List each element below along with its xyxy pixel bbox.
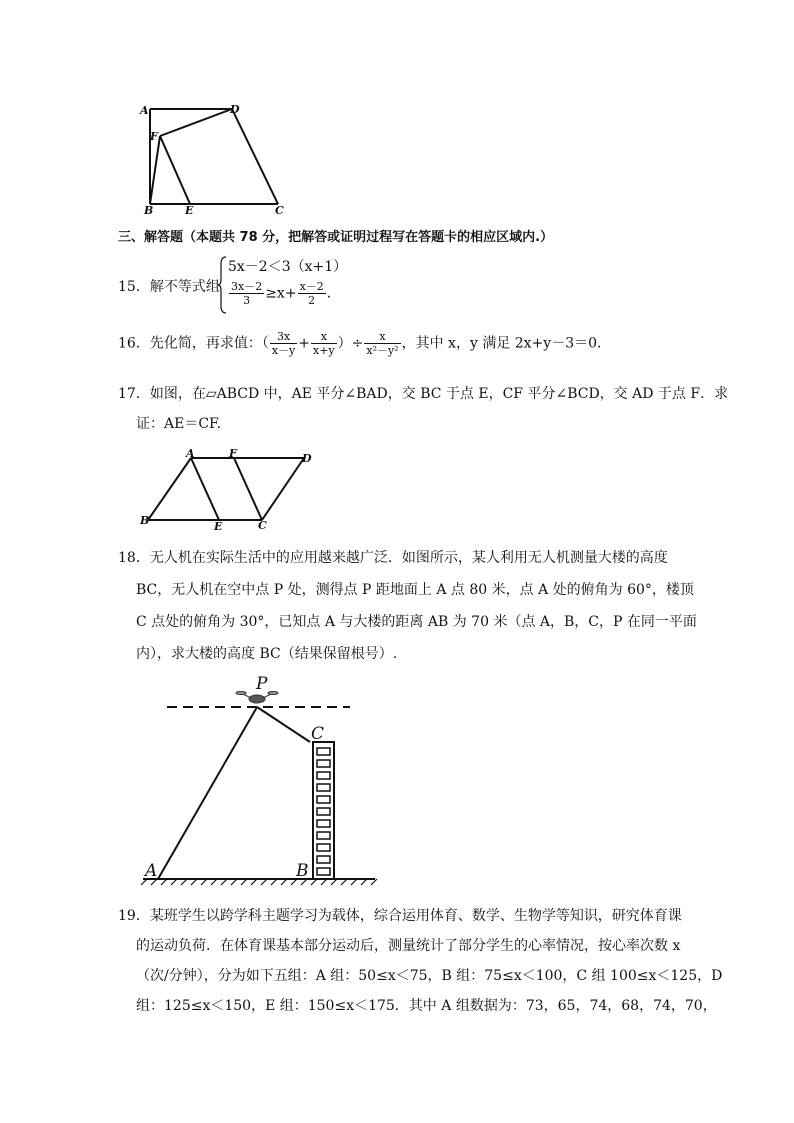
- figure-q17: [138, 448, 323, 533]
- q19-line-4: 组：125≤x＜150，E 组：150≤x＜175．其中 A 组数据为：73，65，74，68，74，70，: [136, 998, 717, 1014]
- label-B: B: [296, 861, 309, 881]
- label-P: P: [256, 674, 268, 694]
- building-windows: [317, 748, 330, 875]
- q15-end: ．: [326, 285, 341, 302]
- figure-q14: [138, 100, 298, 215]
- q15-label: 15．解不等式组: [118, 279, 220, 295]
- q18-line-4: 内），求大楼的高度 BC（结果保留根号）.: [136, 646, 398, 662]
- q15-inequality-2: [228, 280, 341, 307]
- label-D: D: [230, 103, 240, 116]
- q16-lead: 16．先化简，再求值：（: [118, 335, 269, 352]
- q17-line-1: 17．如图，在▱ABCD 中，AE 平分∠BAD，交 BC 于点 E，CF 平分∠BCD，交 AD 于点 F．求: [118, 386, 729, 402]
- q19-line-1: 19．某班学生以跨学科主题学习为载体，综合运用体育、数学、生物学等知识，研究体育课: [118, 908, 682, 924]
- label-E: E: [185, 204, 194, 215]
- label-C: C: [258, 519, 267, 532]
- q16-f2-den: x+y: [312, 344, 335, 357]
- q15-frac-num: 3x－2: [231, 280, 263, 293]
- q16-f1-num: 3x: [270, 330, 297, 344]
- q16-f1-den: x－y: [271, 344, 296, 357]
- q16-div: ）÷: [337, 335, 364, 352]
- q19-line-3: （次/分钟），分为如下五组：A 组：50≤x＜75，B 组：75≤x＜100，C 组 100≤x＜125，D: [136, 968, 723, 984]
- label-F: F: [229, 448, 237, 460]
- label-A: A: [140, 104, 149, 117]
- q18-line-2: BC，无人机在空中点 P 处，测得点 P 距地面上 A 点 80 米，点 A 处的俯角为 60°，楼顶: [136, 582, 694, 598]
- q16-f2-num: x: [311, 330, 337, 344]
- q18-line-3: C 点处的俯角为 30°，已知点 A 与大楼的距离 AB 为 70 米（点 A，B，C，P 在同一平面: [136, 614, 697, 630]
- q16-f3-den: x²－y²: [366, 344, 399, 357]
- label-C: C: [311, 724, 325, 744]
- label-B: B: [144, 204, 154, 215]
- q19-line-2: 的运动负荷．在体育课基本部分运动后，测量统计了部分学生的心率情况，按心率次数 x: [136, 938, 681, 954]
- q15-mid: ≥x+: [265, 285, 297, 302]
- q16-plus: +: [298, 335, 310, 352]
- q17-line-2: 证：AE＝CF.: [136, 416, 222, 432]
- label-B: B: [140, 514, 150, 527]
- q15-inequality-1: 5x－2＜3（x+1）: [228, 259, 348, 275]
- label-E: E: [214, 520, 223, 533]
- question-16: [118, 330, 601, 357]
- q15-frac2-num: x－2: [299, 280, 324, 293]
- figure-q18: [135, 670, 385, 890]
- q16-f3-num: x: [364, 330, 400, 344]
- q15-frac2-den: 2: [308, 294, 316, 307]
- q18-line-1: 18．无人机在实际生活中的应用越来越广泛．如图所示，某人利用无人机测量大楼的高度: [118, 550, 668, 566]
- q16-tail: ，其中 x，y 满足 2x+y－3＝0.: [401, 335, 602, 352]
- label-A: A: [186, 448, 195, 460]
- q15-frac-den: 3: [243, 294, 251, 307]
- brace-icon: [218, 256, 228, 314]
- section-heading: 三、解答题（本题共 78 分，把解答或证明过程写在答题卡的相应区域内.）: [118, 230, 554, 245]
- label-F: F: [150, 130, 158, 143]
- label-D: D: [302, 452, 312, 465]
- label-C: C: [275, 204, 284, 215]
- label-A: A: [145, 861, 158, 881]
